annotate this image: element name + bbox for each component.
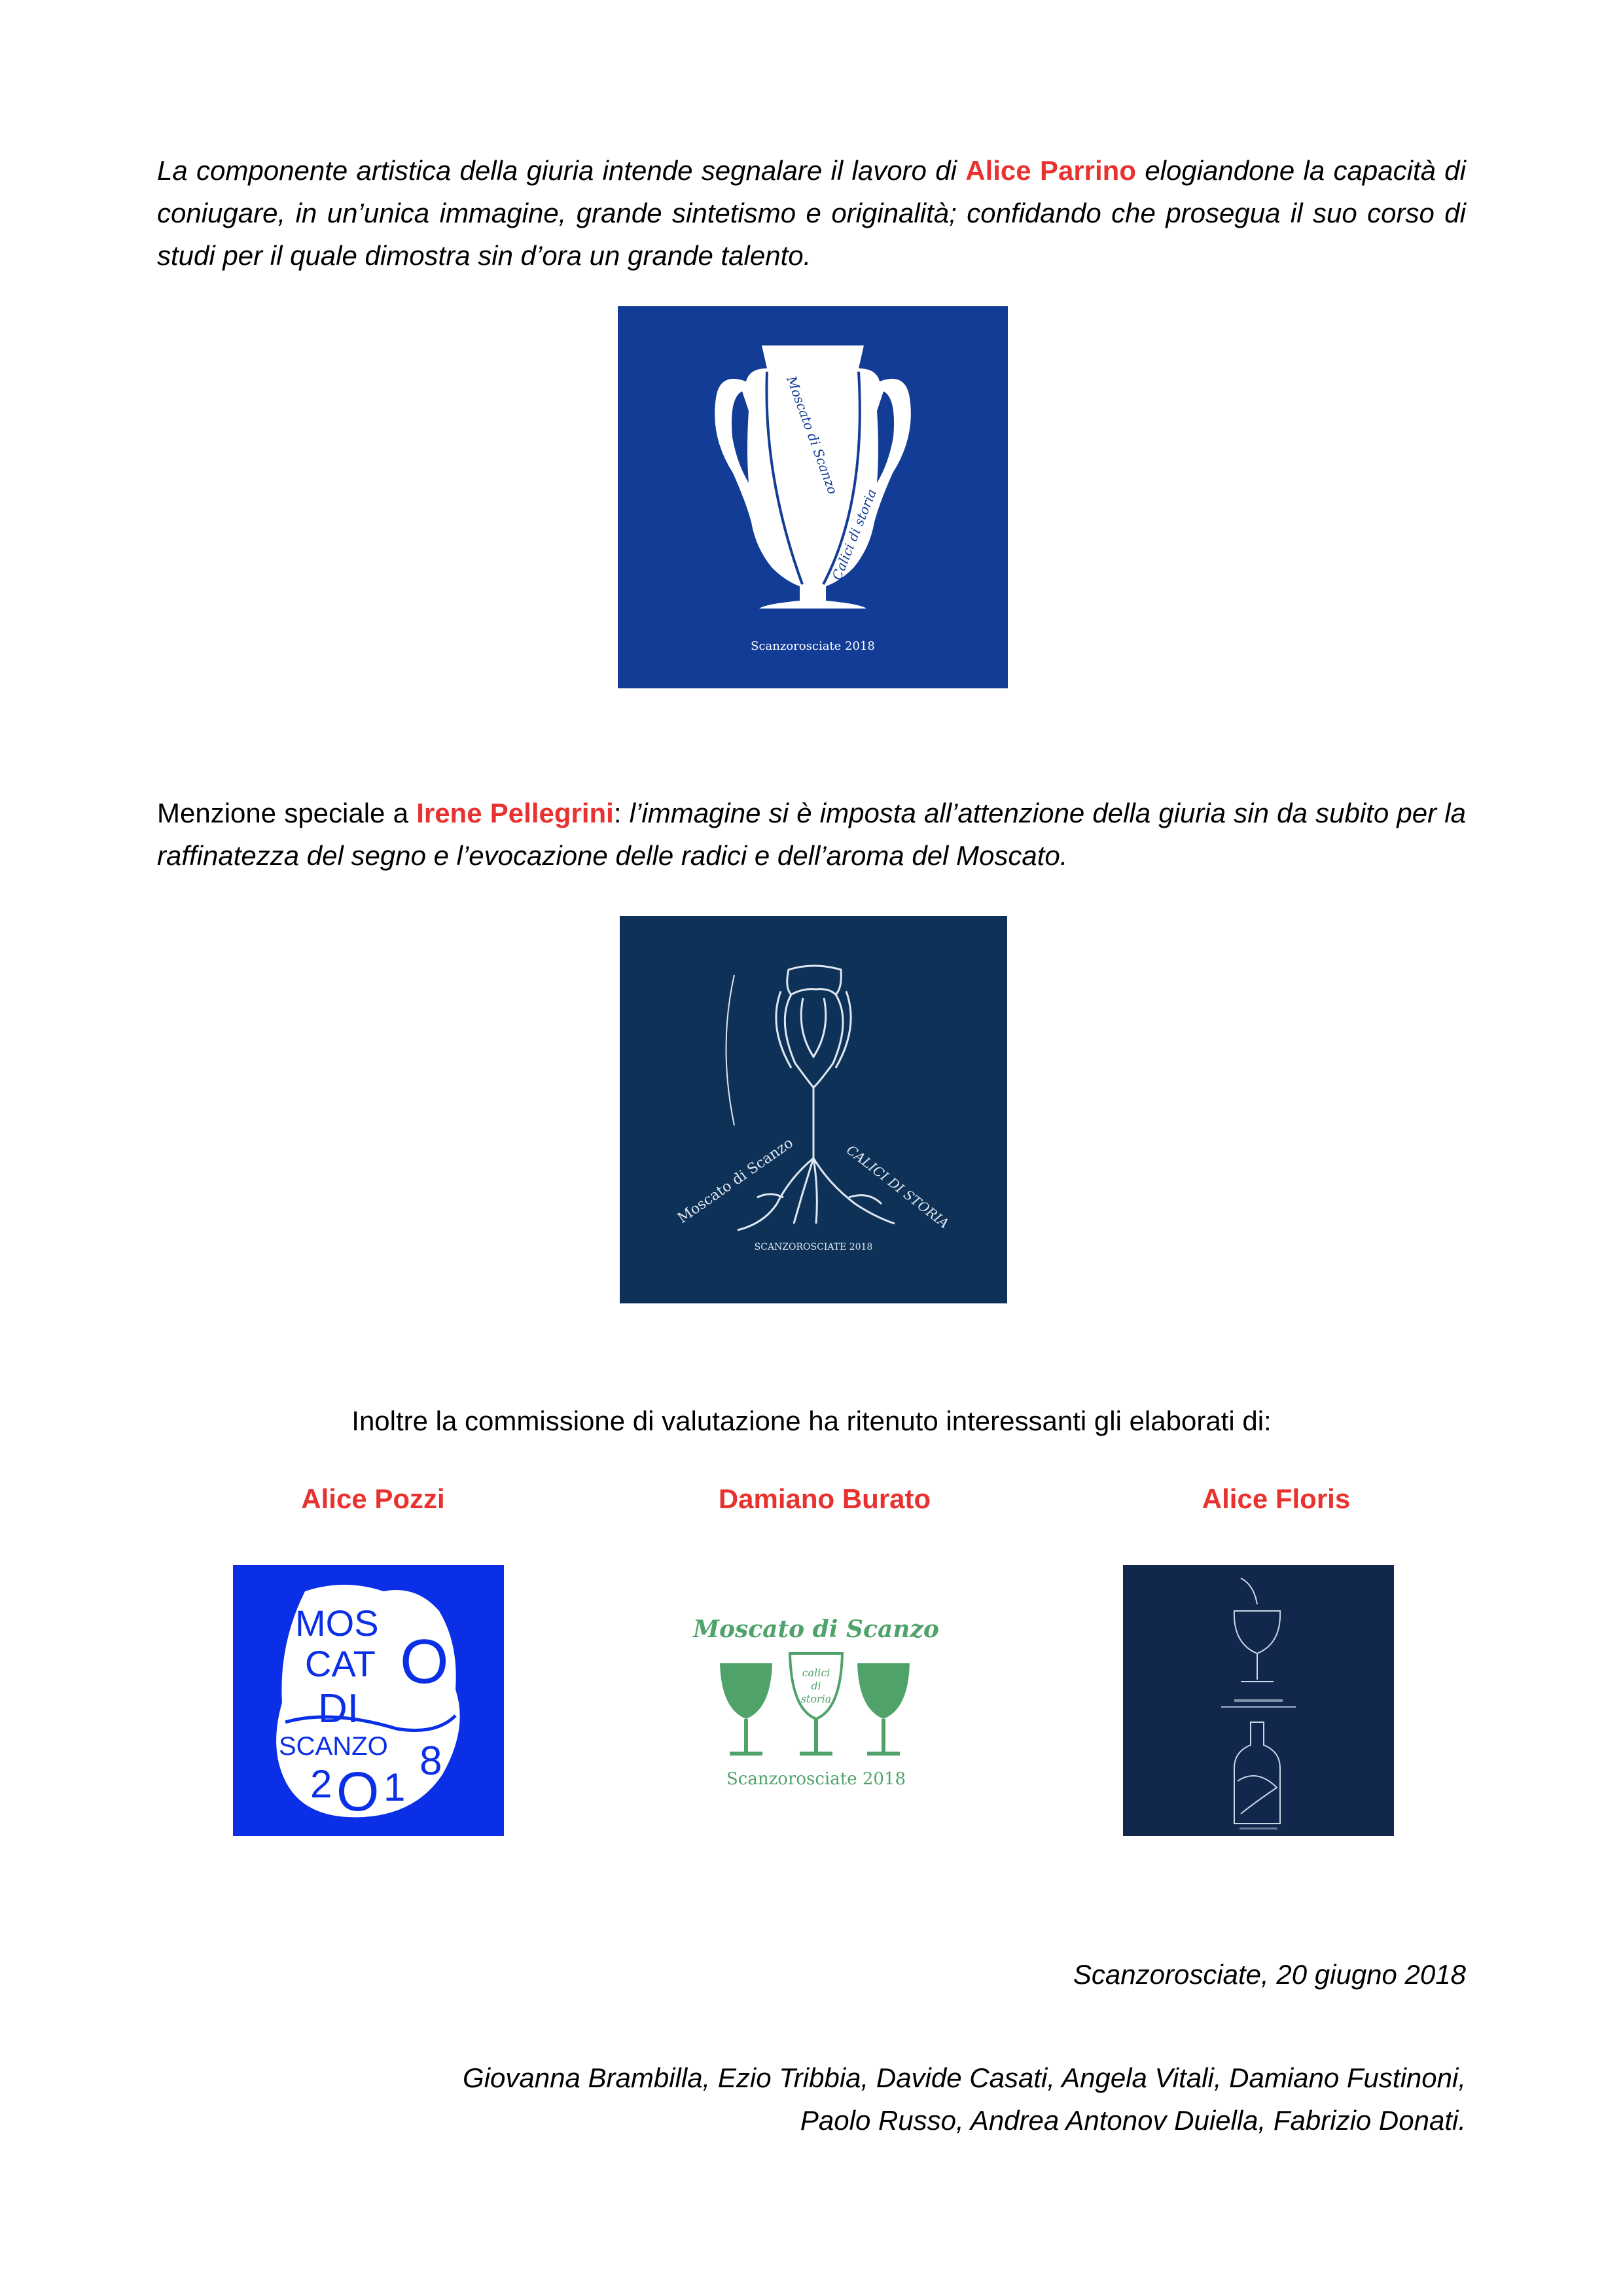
artwork2-label-left: Moscato di Scanzo bbox=[675, 1135, 796, 1227]
artwork3-line-3: O bbox=[400, 1627, 449, 1697]
artwork-blob-lettering-image bbox=[233, 1565, 504, 1836]
artwork3-line-8: 1 bbox=[383, 1765, 406, 1809]
finalist-name-3: Alice Floris bbox=[1202, 1483, 1351, 1514]
mention-name: Irene Pellegrini bbox=[416, 798, 614, 828]
artwork3-line-1: MOS bbox=[295, 1602, 379, 1644]
artwork-alice-parrino bbox=[618, 306, 1008, 688]
artwork-glass-bottle-image bbox=[1123, 1565, 1394, 1836]
mention-prefix: Menzione speciale a bbox=[157, 798, 417, 828]
artwork-damiano-burato bbox=[681, 1565, 952, 1836]
artwork-alice-floris bbox=[1123, 1565, 1394, 1836]
artwork4-title: Moscato di Scanzo bbox=[693, 1616, 939, 1643]
other-entries-text: Inoltre la commissione di valutazione ha ritenuto interessanti gli elaborati di: bbox=[351, 1405, 1272, 1436]
winner-name: Alice Parrino bbox=[965, 155, 1136, 186]
signatures bbox=[463, 2057, 1466, 2142]
finalist-name-1: Alice Pozzi bbox=[301, 1483, 445, 1514]
intro-text-after: elogiandone la capacità di coniugare, in un’unica immagine, grande sintetismo e originalità; confidando che prosegua il suo corso di studi per il quale dimostra sin d’ora un grande talento. bbox=[157, 155, 1466, 272]
mention-paragraph bbox=[157, 792, 1466, 877]
artwork4-caption: Scanzorosciate 2018 bbox=[726, 1769, 906, 1789]
artwork3-line-9: 8 bbox=[419, 1739, 442, 1784]
artwork-alice-pozzi bbox=[233, 1565, 504, 1836]
place-date: Scanzorosciate, 20 giugno 2018 bbox=[1073, 1959, 1466, 1990]
artwork1-caption: Scanzorosciate 2018 bbox=[751, 639, 875, 653]
artwork3-line-7: O bbox=[336, 1761, 380, 1822]
signatures-line-2: Paolo Russo, Andrea Antonov Duiella, Fabrizio Donati. bbox=[800, 2105, 1466, 2136]
artwork3-line-6: 2 bbox=[310, 1762, 332, 1806]
artwork2-caption: SCANZOROSCIATE 2018 bbox=[754, 1242, 873, 1252]
artwork3-line-4: DI bbox=[318, 1686, 359, 1731]
signatures-line-1: Giovanna Brambilla, Ezio Tribbia, Davide Casati, Angela Vitali, Damiano Fustinoni, bbox=[463, 2062, 1466, 2093]
artwork1-label-right: Calici di storia bbox=[829, 486, 880, 582]
artwork-irene-pellegrini bbox=[620, 916, 1007, 1303]
artwork4-cup-text-1: calici bbox=[802, 1667, 830, 1679]
mention-colon: : bbox=[613, 798, 622, 828]
intro-text-before: La componente artistica della giuria intende segnalare il lavoro di bbox=[157, 155, 966, 186]
artwork-vase-glass-image bbox=[618, 306, 1008, 688]
artwork4-cup-text-3: storia bbox=[800, 1693, 832, 1705]
artwork1-label-left: Moscato di Scanzo bbox=[783, 374, 841, 497]
finalist-name-2: Damiano Burato bbox=[718, 1483, 931, 1514]
intro-paragraph bbox=[157, 149, 1466, 277]
artwork-three-glasses-image bbox=[681, 1565, 952, 1836]
artwork4-cup-text-2: di bbox=[811, 1680, 821, 1692]
artwork3-line-2: CAT bbox=[305, 1643, 376, 1684]
artwork3-line-5: SCANZO bbox=[279, 1732, 388, 1761]
artwork2-label-right: CALICI DI STORIA bbox=[843, 1142, 952, 1231]
artwork-rose-glass-image bbox=[620, 916, 1007, 1303]
mention-text: l’immagine si è imposta all’attenzione della giuria sin da subito per la raffinatezza del segno e l’evocazione delle radici e dell’aroma del Moscato. bbox=[157, 798, 1466, 872]
